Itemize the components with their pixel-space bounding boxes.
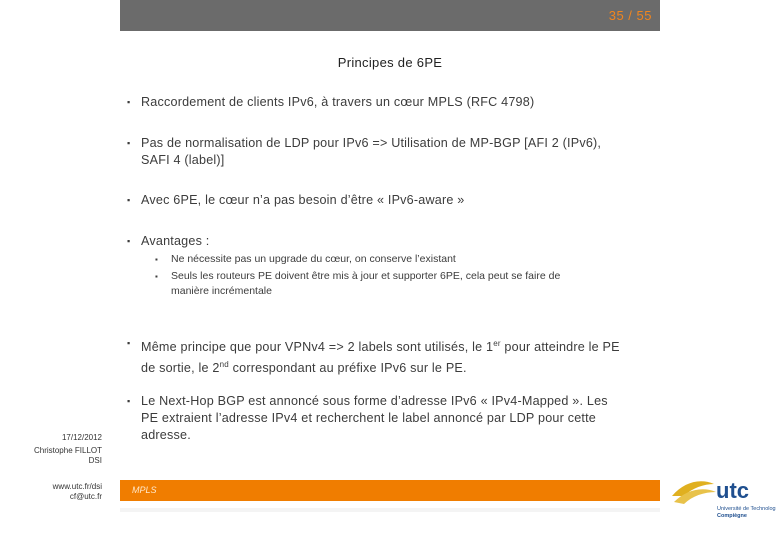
footer-label: MPLS bbox=[132, 485, 157, 495]
bullet-5: ▪ Même principe que pour VPNv4 => 2 labels sont utilisés, le 1er pour atteindre le PE de sortie, le 2nd correspondant au préfixe IPv6 sur le PE. bbox=[127, 335, 620, 377]
author-dept: DSI bbox=[88, 456, 102, 465]
svg-text:Compiègne: Compiègne bbox=[717, 513, 747, 519]
bullet-2: ▪ Pas de normalisation de LDP pour IPv6 => Utilisation de MP-BGP [AFI 2 (IPv6), SAFI 4 (label)] bbox=[127, 136, 602, 167]
svg-text:utc: utc bbox=[716, 478, 749, 503]
sub-bullet-1: ▪ Ne nécessite pas un upgrade du cœur, on conserve l’existant bbox=[155, 253, 456, 265]
website-link[interactable]: www.utc.fr/dsi bbox=[52, 482, 102, 491]
bullet-marker: ▪ bbox=[127, 138, 131, 148]
footer-bar bbox=[120, 480, 660, 501]
bullet-4: ▪ Avantages : bbox=[127, 234, 210, 248]
utc-logo-icon bbox=[670, 468, 776, 524]
bullet-marker: ▪ bbox=[127, 236, 131, 246]
bullet-marker: ▪ bbox=[127, 97, 131, 107]
bullet-3: ▪ Avec 6PE, le cœur n’a pas besoin d’être « IPv6-aware » bbox=[127, 193, 465, 207]
bullet-marker: ▪ bbox=[127, 396, 131, 406]
page-number: 35 / 55 bbox=[608, 8, 652, 23]
bullet-marker: ▪ bbox=[127, 195, 131, 205]
header-bar bbox=[120, 0, 660, 31]
author-name: Christophe FILLOT bbox=[33, 446, 102, 455]
svg-text:Université de Technologie: Université de Technologie bbox=[717, 506, 776, 512]
utc-logo bbox=[670, 468, 776, 524]
email-link[interactable]: cf@utc.fr bbox=[69, 492, 102, 501]
bullet-marker: ▪ bbox=[155, 272, 158, 281]
footer-divider bbox=[120, 508, 660, 512]
date-label: 17/12/2012 bbox=[61, 433, 102, 442]
bullet-marker: ▪ bbox=[127, 338, 131, 348]
bullet-1: ▪ Raccordement de clients IPv6, à travers un cœur MPLS (RFC 4798) bbox=[127, 95, 535, 109]
bullet-marker: ▪ bbox=[155, 255, 158, 264]
slide-title: Principes de 6PE bbox=[337, 55, 443, 70]
bullet-6: ▪ Le Next-Hop BGP est annoncé sous forme d’adresse IPv6 « IPv4-Mapped ». Les PE extraient l’adresse IPv4 et recherchent le label annoncé par LDP pour cette adresse. bbox=[127, 394, 608, 442]
sub-bullet-2: ▪ Seuls les routeurs PE doivent être mis à jour et supporter 6PE, cela peut se faire de manière incrémentale bbox=[155, 270, 561, 297]
